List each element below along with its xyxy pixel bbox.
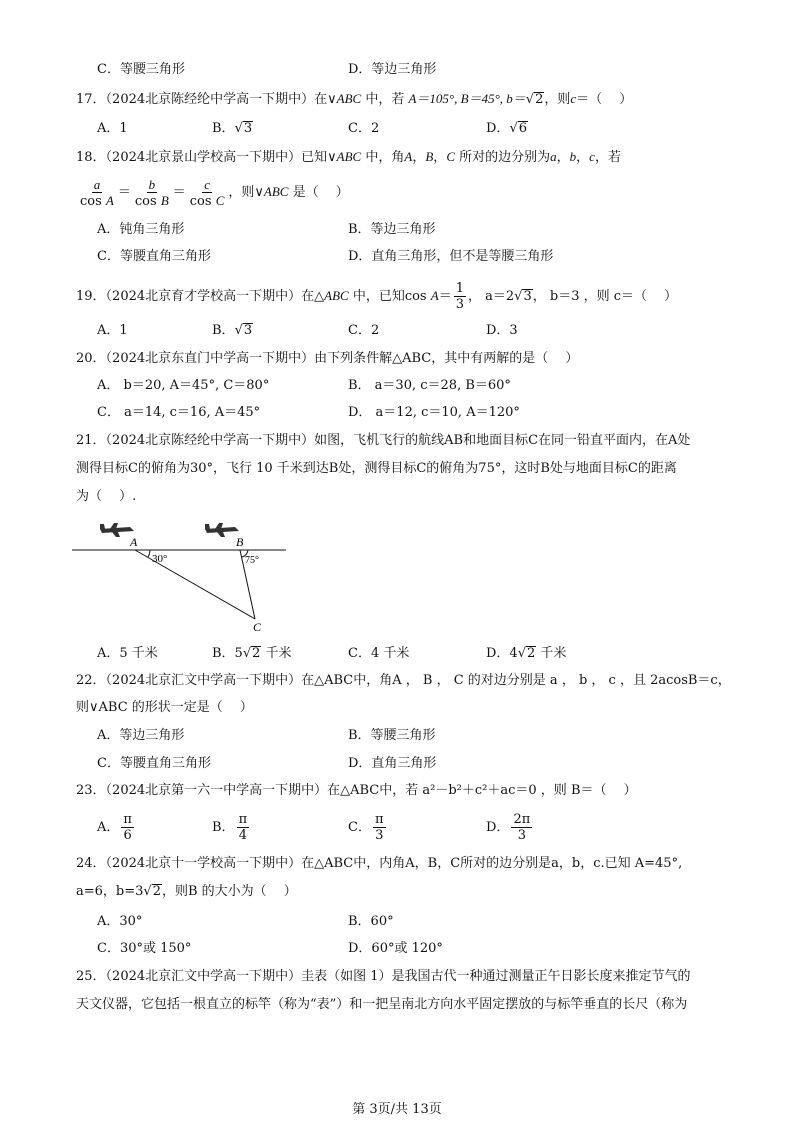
question-18-stem: 18．（2024北京景山学校高一下期中）已知∨ABC 中，角A，B，C 所对的边分别为a，b，c，若 [76, 149, 621, 165]
q20-option-a: A． b＝20, A＝45°, C＝80° [97, 378, 270, 393]
question-25-line2: 天文仪器，它包括一根直立的标竿（称为“表”）和一把呈南北方向水平固定摆放的与标竿垂直的长尺（称为 [76, 997, 688, 1012]
q22-option-c: C．等腰直角三角形 [97, 756, 211, 771]
q21-option-d: D．4√2 千米 [486, 646, 567, 661]
q24-option-b: B．60° [348, 914, 394, 929]
question-21-line2: 测得目标C的俯角为30°，飞行 10 千米到达B处，测得目标C的俯角为75°，这时B处与地面目标C的距离 [76, 461, 677, 476]
q18-option-a: A．钝角三角形 [97, 222, 185, 237]
page-footer: 第 3页/共 13页 [352, 1102, 442, 1117]
q18-option-d: D．直角三角形，但不是等腰三角形 [348, 249, 554, 264]
angle-b-label: 75° [245, 555, 259, 566]
q20-option-d: D． a＝12, c＝10, A＝120° [348, 405, 520, 420]
q19-option-a: A．1 [97, 323, 128, 338]
question-22-line2: 则∨ABC 的形状一定是（ ） [76, 700, 253, 715]
q24-option-d: D．60°或 120° [348, 941, 443, 956]
q19-option-c: C．2 [348, 323, 380, 338]
question-25-line1: 25．（2024北京汇文中学高一下期中）圭表（如图 1）是我国古代一种通过测量正午日影长度来推定节气的 [76, 969, 691, 984]
airplane-b-icon [205, 523, 239, 537]
q22-option-d: D．直角三角形 [348, 756, 437, 771]
q21-option-c: C．4 千米 [348, 646, 410, 661]
q23-option-a: A． $\frac{\pi}{6}$ [97, 812, 132, 843]
q17-option-b: B．√3 [212, 121, 253, 136]
question-23-stem: 23．（2024北京第一六一中学高一下期中）在△ABC中，若 a²－b²＋c²＋ac＝0 ，则 B＝（ ） [76, 783, 637, 798]
question-22-line1: 22．（2024北京汇文中学高一下期中）在△ABC中，角A ， B ， C 的对边分别是 a ， b ， c ，且 2acosB＝c， [76, 673, 731, 688]
q21-option-b: B．5√2 千米 [212, 646, 292, 661]
q23-option-d: D． $\frac{2\pi}{3}$ [486, 812, 531, 843]
question-21-line1: 21．（2024北京陈经纶中学高一下期中）如图，飞机飞行的航线AB和地面目标C在同一铅直平面内，在A处 [76, 433, 691, 448]
question-18-formula: $\frac{a}{\text{cos A}}$ ＝ $\frac{b}{\text{cos B}}$ ＝ $\frac{c}{\text{cos C}}$ ，则∨ABC 是（ ） [80, 176, 349, 209]
question-20-stem: 20．（2024北京东直门中学高一下期中）由下列条件解△ABC，其中有两解的是（ ） [76, 351, 579, 366]
q19-option-b: B．√3 [212, 323, 253, 338]
label-c: C [253, 620, 262, 634]
q22-option-a: A．等边三角形 [97, 728, 185, 743]
q16-option-d: D．等边三角形 [348, 62, 437, 77]
question-21-line3: 为（ ）. [76, 489, 137, 504]
q17-option-d: D．√6 [486, 121, 528, 136]
question-24-line1: 24．（2024北京十一学校高一下期中）在△ABC中，内角A，B，C所对的边分别是a，b，c.已知 A=45°, [76, 856, 683, 871]
q24-option-c: C．30°或 150° [97, 941, 192, 956]
q18-option-c: C．等腰直角三角形 [97, 249, 211, 264]
q24-option-a: A．30° [97, 914, 143, 929]
q20-option-c: C． a＝14, c＝16, A＝45° [97, 405, 261, 420]
q17-option-c: C．2 [348, 121, 380, 136]
question-24-line2: a=6，b=3√2，则B 的大小为（ ） [76, 884, 297, 899]
q22-option-b: B．等腰三角形 [348, 728, 436, 743]
angle-a-arc [148, 550, 150, 557]
q20-option-b: B． a＝30, c＝28, B＝60° [348, 378, 511, 393]
q17-option-a: A．1 [97, 121, 128, 136]
q19-option-d: D．3 [486, 323, 518, 338]
airplane-a-icon [100, 523, 134, 537]
label-b: B [236, 535, 244, 549]
question-19-stem: 19．（2024北京育才学校高一下期中）在△ABC 中，已知cos A＝ $\frac{1}{3}$ ， a＝2√3， b＝3 ，则 c＝（ ） [76, 281, 678, 312]
q21-option-a: A．5 千米 [97, 646, 158, 661]
q23-option-c: C． $\frac{\pi}{3}$ [348, 812, 384, 843]
angle-a-label: 30° [152, 553, 168, 565]
question-17-stem: 17．（2024北京陈经纶中学高一下期中）在∨ABC 中，若 A＝105°, B＝45°, b＝√2，则c＝（ ） [76, 91, 633, 107]
q16-option-c: C．等腰三角形 [97, 62, 185, 77]
q23-option-b: B． $\frac{\pi}{4}$ [212, 812, 248, 843]
q18-option-b: B．等边三角形 [348, 222, 436, 237]
airplane-figure [70, 515, 300, 635]
label-a: A [130, 535, 138, 549]
